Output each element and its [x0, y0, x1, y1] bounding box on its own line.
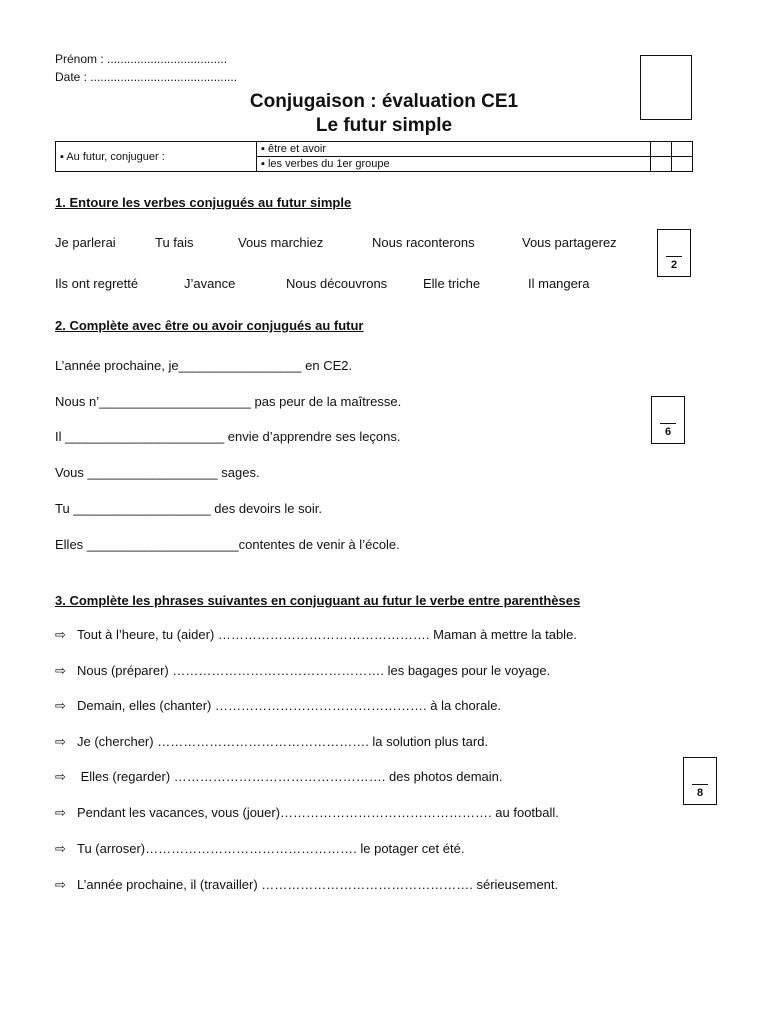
exercise3-item[interactable] [55, 841, 464, 857]
arrow-right-icon: ⇨ [55, 627, 66, 642]
verb-option[interactable]: Vous partagerez [522, 235, 617, 250]
prenom-field: Prénom : .................................... [55, 52, 228, 66]
verb-option[interactable]: J’avance [184, 276, 236, 291]
arrow-right-icon: ⇨ [55, 769, 66, 784]
sentence-text: Demain, elles (chanter) …………………………………………. à la chorale. [77, 698, 502, 713]
verb-option[interactable]: Nous découvrons [286, 276, 388, 291]
score-fraction-bar [660, 423, 676, 424]
arrow-right-icon: ⇨ [55, 877, 66, 892]
score-fraction-bar [666, 256, 682, 257]
arrow-right-icon: ⇨ [55, 663, 66, 678]
exercise3-heading: 3. Complète les phrases suivantes en conjuguant au futur le verbe entre parenthèses [55, 593, 581, 608]
sentence-text: L’année prochaine, il (travailler) …………………………………………. sérieusement. [77, 877, 559, 892]
verb-option[interactable]: Tu fais [155, 235, 194, 250]
sentence-text: Pendant les vacances, vous (jouer)…………………………………………. au football. [77, 805, 559, 820]
arrow-right-icon: ⇨ [55, 805, 66, 820]
fill-in-line[interactable]: Vous __________________ sages. [55, 465, 260, 480]
exercise3-item[interactable] [55, 663, 550, 679]
exercise1-heading: 1. Entoure les verbes conjugués au futur simple [55, 195, 352, 210]
competence-item: ▪ être et avoir [257, 142, 651, 157]
exercise3-item[interactable] [55, 734, 488, 750]
score-total: 8 [696, 787, 704, 799]
sentence-text: Elles (regarder) …………………………………………. des photos demain. [77, 769, 503, 784]
date-field: Date : ............................................ [55, 70, 238, 84]
competence-item: ▪ les verbes du 1er groupe [257, 157, 651, 172]
fill-in-line[interactable]: L’année prochaine, je_________________ en CE2. [55, 358, 353, 373]
competence-check [651, 142, 672, 157]
exercise3-item[interactable] [55, 769, 503, 785]
exercise2-heading: 2. Complète avec être ou avoir conjugués au futur [55, 318, 364, 333]
verb-option[interactable]: Nous raconterons [372, 235, 475, 250]
page-subtitle: Le futur simple [315, 115, 453, 136]
fill-in-line[interactable]: Il ______________________ envie d’apprendre ses leçons. [55, 429, 401, 444]
page-title: Conjugaison : évaluation CE1 [249, 91, 519, 112]
sentence-text: Tu (arroser)…………………………………………. le potager cet été. [77, 841, 465, 856]
competence-label: ▪ Au futur, conjuguer : [56, 142, 257, 172]
verb-option[interactable]: Il mangera [528, 276, 590, 291]
verb-option[interactable]: Je parlerai [55, 235, 116, 250]
competence-check [672, 157, 693, 172]
competence-check [651, 157, 672, 172]
exercise3-item[interactable] [55, 877, 558, 893]
fill-in-line[interactable]: Elles _____________________contentes de venir à l’école. [55, 537, 400, 552]
verb-option[interactable]: Elle triche [423, 276, 481, 291]
arrow-right-icon: ⇨ [55, 734, 66, 749]
arrow-right-icon: ⇨ [55, 698, 66, 713]
sentence-text: Je (chercher) …………………………………………. la solution plus tard. [77, 734, 489, 749]
score-total: 6 [664, 426, 672, 438]
competence-table [55, 141, 693, 172]
exercise3-item[interactable] [55, 698, 501, 714]
sentence-text: Tout à l’heure, tu (aider) …………………………………………. Maman à mettre la table. [77, 627, 577, 642]
fill-in-line[interactable]: Nous n’_____________________ pas peur de la maîtresse. [55, 394, 402, 409]
score-box-1 [657, 229, 691, 277]
fill-in-line[interactable]: Tu ___________________ des devoirs le soir. [55, 501, 322, 516]
score-fraction-bar [692, 784, 708, 785]
verb-option[interactable]: Vous marchiez [238, 235, 324, 250]
competence-check [672, 142, 693, 157]
sentence-text: Nous (préparer) …………………………………………. les bagages pour le voyage. [77, 663, 551, 678]
score-box-2 [651, 396, 685, 444]
verb-option[interactable]: Ils ont regretté [55, 276, 139, 291]
exercise3-item[interactable] [55, 805, 559, 821]
arrow-right-icon: ⇨ [55, 841, 66, 856]
score-box-3 [683, 757, 717, 805]
score-total: 2 [670, 259, 678, 271]
exercise3-item[interactable] [55, 627, 577, 643]
